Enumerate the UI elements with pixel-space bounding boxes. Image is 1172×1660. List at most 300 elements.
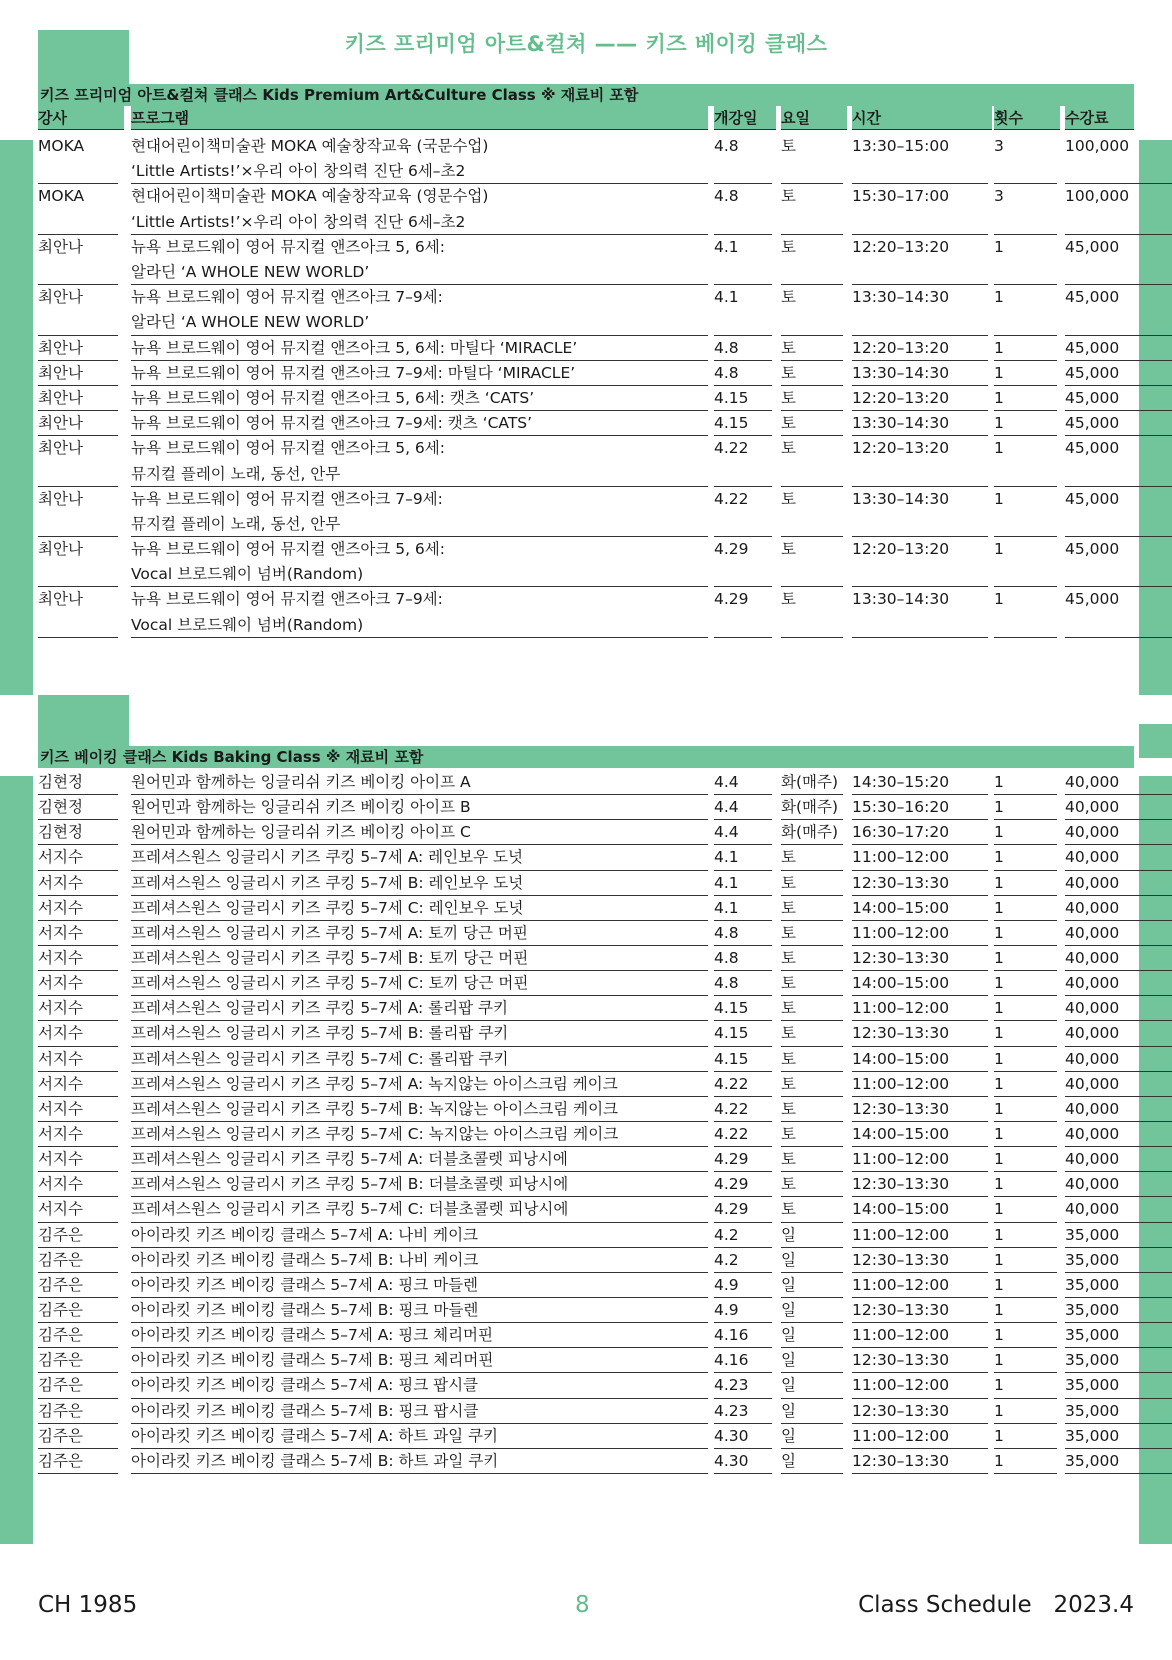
date-value: 4.1: [714, 237, 739, 256]
table-row: [38, 587, 1134, 637]
cell-time: [852, 1424, 988, 1449]
teacher-value: 서지수: [38, 923, 83, 942]
cell-program: [131, 1449, 708, 1474]
cell-fee: [1065, 336, 1172, 361]
time-value: 12:30–13:30: [852, 1351, 950, 1370]
cell-fee: [1065, 1424, 1172, 1449]
teacher-value: 서지수: [38, 1099, 83, 1118]
date-value: 4.8: [714, 338, 739, 357]
table-row: [38, 871, 1134, 896]
time-value: 11:00–12:00: [852, 1074, 950, 1093]
program-line: 현대어린이책미술관 MOKA 예술창작교육 (영문수업): [131, 187, 489, 206]
cell-fee: [1065, 1021, 1172, 1046]
teacher-value: 서지수: [38, 873, 83, 892]
date-value: 4.16: [714, 1326, 749, 1345]
date-value: 4.8: [714, 187, 739, 206]
day-value: 토: [781, 948, 796, 967]
cell-fee: [1065, 871, 1172, 896]
cell-count: [994, 487, 1057, 537]
table-row: [38, 1298, 1134, 1323]
cell-fee: [1065, 361, 1172, 386]
table-row: [38, 896, 1134, 921]
cell-day: [781, 1172, 843, 1197]
time-value: 13:30–14:30: [852, 363, 950, 382]
cell-time: [852, 386, 988, 411]
count-value: 3: [994, 187, 1004, 206]
day-value: 토: [781, 363, 796, 382]
cell-date: [714, 336, 772, 361]
cell-teacher: [38, 487, 118, 537]
fee-value: 40,000: [1065, 873, 1120, 892]
program-line: 프레셔스원스 잉글리시 키즈 쿠킹 5–7세 C: 토끼 당근 머핀: [131, 974, 529, 993]
table-row: [38, 1197, 1134, 1222]
teacher-value: MOKA: [38, 137, 85, 155]
table-row: [38, 285, 1134, 335]
cell-teacher: [38, 1172, 118, 1197]
time-value: 12:20–13:20: [852, 540, 950, 559]
time-value: 12:20–13:20: [852, 338, 950, 357]
program-line: 뉴욕 브로드웨이 영어 뮤지컬 앤즈아크 7–9세: 마틸다 ‘MIRACLE’: [131, 363, 576, 382]
cell-date: [714, 1223, 772, 1248]
cell-date: [714, 1424, 772, 1449]
cell-program: [131, 1399, 708, 1424]
cell-date: [714, 1348, 772, 1373]
cell-count: [994, 1323, 1057, 1348]
cell-program: [131, 1021, 708, 1046]
count-value: 1: [994, 363, 1004, 382]
cell-count: [994, 1248, 1057, 1273]
time-value: 11:00–12:00: [852, 1376, 950, 1395]
column-header-count: 횟수: [994, 106, 1060, 130]
program-line: 뉴욕 브로드웨이 영어 뮤지컬 앤즈아크 7–9세: 캣츠 ‘CATS’: [131, 414, 533, 433]
teacher-value: 서지수: [38, 948, 83, 967]
date-value: 4.29: [714, 1150, 749, 1169]
cell-count: [994, 1298, 1057, 1323]
cell-time: [852, 1323, 988, 1348]
cell-teacher: [38, 1273, 118, 1298]
fee-value: 45,000: [1065, 439, 1120, 458]
program-line: 알라딘 ‘A WHOLE NEW WORLD’: [131, 262, 370, 281]
count-value: 1: [994, 1426, 1004, 1445]
cell-program: [131, 1072, 708, 1097]
time-value: 11:00–12:00: [852, 1225, 950, 1244]
program-line: 프레셔스원스 잉글리시 키즈 쿠킹 5–7세 A: 토끼 당근 머핀: [131, 923, 528, 942]
teacher-value: 김주은: [38, 1401, 83, 1420]
time-value: 12:20–13:20: [852, 388, 950, 407]
time-value: 15:30–17:00: [852, 187, 950, 206]
table-row: [38, 361, 1134, 386]
cell-count: [994, 1072, 1057, 1097]
count-value: 1: [994, 948, 1004, 967]
date-value: 4.9: [714, 1300, 739, 1319]
cell-teacher: [38, 361, 118, 386]
time-value: 14:30–15:20: [852, 773, 950, 791]
teacher-value: 김현정: [38, 823, 83, 842]
program-line: 아이라킷 키즈 베이킹 클래스 5–7세 B: 핑크 체리머핀: [131, 1351, 494, 1370]
table-row: [38, 1273, 1134, 1298]
program-line: 뉴욕 브로드웨이 영어 뮤지컬 앤즈아크 5, 6세:: [131, 237, 445, 256]
date-value: 4.30: [714, 1426, 749, 1445]
cell-program: [131, 361, 708, 386]
cell-fee: [1065, 1197, 1172, 1222]
cell-count: [994, 336, 1057, 361]
cell-fee: [1065, 1072, 1172, 1097]
count-value: 1: [994, 237, 1004, 256]
count-value: 1: [994, 338, 1004, 357]
cell-program: [131, 971, 708, 996]
date-value: 4.8: [714, 948, 739, 967]
cell-count: [994, 921, 1057, 946]
date-value: 4.15: [714, 999, 749, 1018]
fee-value: 40,000: [1065, 974, 1120, 993]
day-value: 토: [781, 237, 796, 256]
cell-count: [994, 996, 1057, 1021]
cell-teacher: [38, 1021, 118, 1046]
teacher-value: 김주은: [38, 1351, 83, 1370]
count-value: 1: [994, 1326, 1004, 1345]
teacher-value: MOKA: [38, 187, 85, 206]
cell-count: [994, 1047, 1057, 1072]
cell-count: [994, 235, 1057, 285]
program-line: 프레셔스원스 잉글리시 키즈 쿠킹 5–7세 A: 롤리팝 쿠키: [131, 999, 508, 1018]
cell-day: [781, 1399, 843, 1424]
table-row: [38, 537, 1134, 587]
cell-teacher: [38, 971, 118, 996]
table-row: [38, 971, 1134, 996]
day-value: 토: [781, 1200, 796, 1219]
time-value: 14:00–15:00: [852, 1124, 950, 1143]
teacher-value: 최안나: [38, 489, 83, 508]
right-edge-tick: [1139, 724, 1172, 758]
table-row: [38, 1424, 1134, 1449]
count-value: 1: [994, 1225, 1004, 1244]
count-value: 1: [994, 1099, 1004, 1118]
count-value: 1: [994, 439, 1004, 458]
count-value: 1: [994, 1124, 1004, 1143]
cell-fee: [1065, 1223, 1172, 1248]
cell-day: [781, 386, 843, 411]
cell-date: [714, 1399, 772, 1424]
program-line: 원어민과 함께하는 잉글리쉬 키즈 베이킹 아이프 C: [131, 823, 471, 842]
fee-value: 40,000: [1065, 798, 1120, 817]
cell-teacher: [38, 845, 118, 870]
program-line: 아이라킷 키즈 베이킹 클래스 5–7세 A: 하트 과일 쿠키: [131, 1426, 498, 1445]
cell-fee: [1065, 285, 1172, 335]
cell-program: [131, 1298, 708, 1323]
program-line: 프레셔스원스 잉글리시 키즈 쿠킹 5–7세 B: 토끼 당근 머핀: [131, 948, 529, 967]
date-value: 4.1: [714, 898, 739, 917]
date-value: 4.1: [714, 288, 739, 307]
count-value: 1: [994, 1150, 1004, 1169]
day-value: 일: [781, 1300, 796, 1319]
cell-day: [781, 845, 843, 870]
cell-time: [852, 361, 988, 386]
cell-teacher: [38, 1373, 118, 1398]
teacher-value: 김현정: [38, 773, 83, 791]
cell-date: [714, 1122, 772, 1147]
fee-value: 40,000: [1065, 923, 1120, 942]
date-value: 4.22: [714, 1124, 749, 1143]
cell-time: [852, 336, 988, 361]
fee-value: 35,000: [1065, 1351, 1120, 1370]
cell-time: [852, 285, 988, 335]
cell-date: [714, 1373, 772, 1398]
cell-teacher: [38, 795, 118, 820]
cell-teacher: [38, 1399, 118, 1424]
cell-teacher: [38, 1047, 118, 1072]
cell-count: [994, 1449, 1057, 1474]
date-value: 4.2: [714, 1225, 739, 1244]
date-value: 4.4: [714, 773, 739, 791]
table-row: [38, 795, 1134, 820]
cell-date: [714, 946, 772, 971]
cell-day: [781, 921, 843, 946]
cell-time: [852, 896, 988, 921]
cell-fee: [1065, 946, 1172, 971]
cell-teacher: [38, 820, 118, 845]
teacher-value: 김주은: [38, 1426, 83, 1445]
teacher-value: 최안나: [38, 338, 83, 357]
cell-date: [714, 285, 772, 335]
date-value: 4.22: [714, 489, 749, 508]
cell-time: [852, 996, 988, 1021]
cell-program: [131, 537, 708, 587]
cell-fee: [1065, 436, 1172, 486]
cell-date: [714, 820, 772, 845]
cell-count: [994, 1147, 1057, 1172]
teacher-value: 김주은: [38, 1300, 83, 1319]
date-value: 4.4: [714, 798, 739, 817]
date-value: 4.29: [714, 1175, 749, 1194]
table-row: [38, 184, 1134, 234]
teacher-value: 김현정: [38, 798, 83, 817]
fee-value: 40,000: [1065, 1099, 1120, 1118]
teacher-value: 김주은: [38, 1225, 83, 1244]
cell-time: [852, 436, 988, 486]
cell-time: [852, 1248, 988, 1273]
column-header-teacher: 강사: [38, 106, 124, 130]
cell-time: [852, 235, 988, 285]
time-value: 13:30–14:30: [852, 489, 950, 508]
day-value: 화(매주): [781, 798, 839, 817]
fee-value: 40,000: [1065, 848, 1120, 867]
count-value: 1: [994, 1049, 1004, 1068]
date-value: 4.29: [714, 590, 749, 609]
program-line: 뮤지컬 플레이 노래, 동선, 안무: [131, 514, 341, 533]
cell-day: [781, 1021, 843, 1046]
fee-value: 40,000: [1065, 948, 1120, 967]
date-value: 4.4: [714, 823, 739, 842]
cell-date: [714, 587, 772, 637]
count-value: 1: [994, 898, 1004, 917]
cell-date: [714, 921, 772, 946]
day-value: 토: [781, 1049, 796, 1068]
time-value: 13:30–14:30: [852, 590, 950, 609]
cell-teacher: [38, 386, 118, 411]
program-line: 프레셔스원스 잉글리시 키즈 쿠킹 5–7세 B: 롤리팝 쿠키: [131, 1024, 509, 1043]
cell-fee: [1065, 996, 1172, 1021]
fee-value: 40,000: [1065, 1049, 1120, 1068]
cell-program: [131, 1147, 708, 1172]
column-header-program: 프로그램: [131, 106, 708, 130]
teacher-value: 서지수: [38, 1024, 83, 1043]
date-value: 4.22: [714, 1074, 749, 1093]
cell-time: [852, 795, 988, 820]
cell-date: [714, 996, 772, 1021]
teacher-value: 서지수: [38, 1074, 83, 1093]
fee-value: 35,000: [1065, 1426, 1120, 1445]
cell-teacher: [38, 1248, 118, 1273]
teacher-value: 서지수: [38, 1049, 83, 1068]
time-value: 12:30–13:30: [852, 1250, 950, 1269]
cell-count: [994, 1097, 1057, 1122]
fee-value: 40,000: [1065, 999, 1120, 1018]
cell-teacher: [38, 996, 118, 1021]
table-row: [38, 921, 1134, 946]
time-value: 12:30–13:30: [852, 948, 950, 967]
cell-program: [131, 411, 708, 436]
date-value: 4.15: [714, 388, 749, 407]
cell-time: [852, 1147, 988, 1172]
cell-fee: [1065, 921, 1172, 946]
teacher-value: 서지수: [38, 1124, 83, 1143]
table-row: [38, 845, 1134, 870]
fee-value: 45,000: [1065, 414, 1120, 433]
column-header-date: 개강일: [714, 106, 776, 130]
table-row: [38, 436, 1134, 486]
time-value: 14:00–15:00: [852, 898, 950, 917]
program-line: 원어민과 함께하는 잉글리쉬 키즈 베이킹 아이프 A: [131, 773, 471, 791]
cell-teacher: [38, 1223, 118, 1248]
day-value: 토: [781, 288, 796, 307]
cell-count: [994, 946, 1057, 971]
column-header-day: 요일: [781, 106, 847, 130]
time-value: 14:00–15:00: [852, 974, 950, 993]
cell-date: [714, 184, 772, 234]
day-value: 일: [781, 1401, 796, 1420]
cell-date: [714, 361, 772, 386]
time-value: 11:00–12:00: [852, 1426, 950, 1445]
teacher-value: 최안나: [38, 439, 83, 458]
table-row: [38, 820, 1134, 845]
cell-fee: [1065, 134, 1172, 184]
teacher-value: 서지수: [38, 898, 83, 917]
section-heading-baking: 키즈 베이킹 클래스 Kids Baking Class ※ 재료비 포함: [38, 746, 1134, 768]
fee-value: 40,000: [1065, 1150, 1120, 1169]
cell-day: [781, 1449, 843, 1474]
cell-program: [131, 436, 708, 486]
table-row: [38, 336, 1134, 361]
program-line: 뉴욕 브로드웨이 영어 뮤지컬 앤즈아크 7–9세:: [131, 489, 443, 508]
date-value: 4.23: [714, 1376, 749, 1395]
cell-day: [781, 1273, 843, 1298]
cell-time: [852, 1122, 988, 1147]
program-line: 프레셔스원스 잉글리시 키즈 쿠킹 5–7세 C: 롤리팝 쿠키: [131, 1049, 509, 1068]
cell-day: [781, 896, 843, 921]
cell-fee: [1065, 896, 1172, 921]
cell-day: [781, 1424, 843, 1449]
program-line: Vocal 브로드웨이 넘버(Random): [131, 615, 364, 634]
time-value: 12:30–13:30: [852, 1099, 950, 1118]
cell-fee: [1065, 971, 1172, 996]
program-line: 프레셔스원스 잉글리시 키즈 쿠킹 5–7세 B: 녹지않는 아이스크림 케이크: [131, 1099, 619, 1118]
teacher-value: 김주은: [38, 1250, 83, 1269]
fee-value: 35,000: [1065, 1451, 1120, 1470]
cell-program: [131, 184, 708, 234]
cell-program: [131, 134, 708, 184]
program-line: 뮤지컬 플레이 노래, 동선, 안무: [131, 464, 341, 483]
cell-date: [714, 411, 772, 436]
cell-day: [781, 1197, 843, 1222]
cell-day: [781, 1122, 843, 1147]
cell-date: [714, 1298, 772, 1323]
left-edge-bar-bottom: [0, 776, 33, 1544]
count-value: 1: [994, 1024, 1004, 1043]
program-line: 뉴욕 브로드웨이 영어 뮤지컬 앤즈아크 5, 6세: 마틸다 ‘MIRACLE’: [131, 338, 578, 357]
cell-time: [852, 1348, 988, 1373]
cell-count: [994, 285, 1057, 335]
cell-day: [781, 587, 843, 637]
cell-count: [994, 361, 1057, 386]
cell-time: [852, 845, 988, 870]
fee-value: 40,000: [1065, 1200, 1120, 1219]
cell-fee: [1065, 1298, 1172, 1323]
date-value: 4.9: [714, 1275, 739, 1294]
cell-count: [994, 1373, 1057, 1398]
time-value: 11:00–12:00: [852, 1150, 950, 1169]
cell-time: [852, 587, 988, 637]
cell-date: [714, 537, 772, 587]
cell-time: [852, 1197, 988, 1222]
time-value: 14:00–15:00: [852, 1049, 950, 1068]
time-value: 12:30–13:30: [852, 1175, 950, 1194]
cell-time: [852, 1449, 988, 1474]
cell-fee: [1065, 411, 1172, 436]
program-line: 뉴욕 브로드웨이 영어 뮤지컬 앤즈아크 5, 6세:: [131, 439, 445, 458]
fee-value: 40,000: [1065, 1175, 1120, 1194]
day-value: 화(매주): [781, 823, 839, 842]
date-value: 4.8: [714, 923, 739, 942]
cell-day: [781, 971, 843, 996]
cell-program: [131, 845, 708, 870]
cell-teacher: [38, 871, 118, 896]
program-line: 프레셔스원스 잉글리시 키즈 쿠킹 5–7세 B: 더블초콜렛 피낭시에: [131, 1175, 569, 1194]
cell-day: [781, 820, 843, 845]
day-value: 일: [781, 1225, 796, 1244]
cell-program: [131, 1122, 708, 1147]
cell-count: [994, 1021, 1057, 1046]
cell-date: [714, 386, 772, 411]
count-value: 1: [994, 489, 1004, 508]
cell-fee: [1065, 1248, 1172, 1273]
cell-program: [131, 1248, 708, 1273]
cell-time: [852, 921, 988, 946]
day-value: 토: [781, 439, 796, 458]
date-value: 4.2: [714, 1250, 739, 1269]
cell-date: [714, 1047, 772, 1072]
cell-count: [994, 134, 1057, 184]
teacher-value: 김주은: [38, 1451, 83, 1470]
cell-program: [131, 487, 708, 537]
cell-fee: [1065, 795, 1172, 820]
cell-count: [994, 587, 1057, 637]
cell-date: [714, 235, 772, 285]
cell-date: [714, 1172, 772, 1197]
program-line: 현대어린이책미술관 MOKA 예술창작교육 (국문수업): [131, 137, 489, 155]
cell-count: [994, 184, 1057, 234]
fee-value: 35,000: [1065, 1225, 1120, 1244]
fee-value: 35,000: [1065, 1250, 1120, 1269]
